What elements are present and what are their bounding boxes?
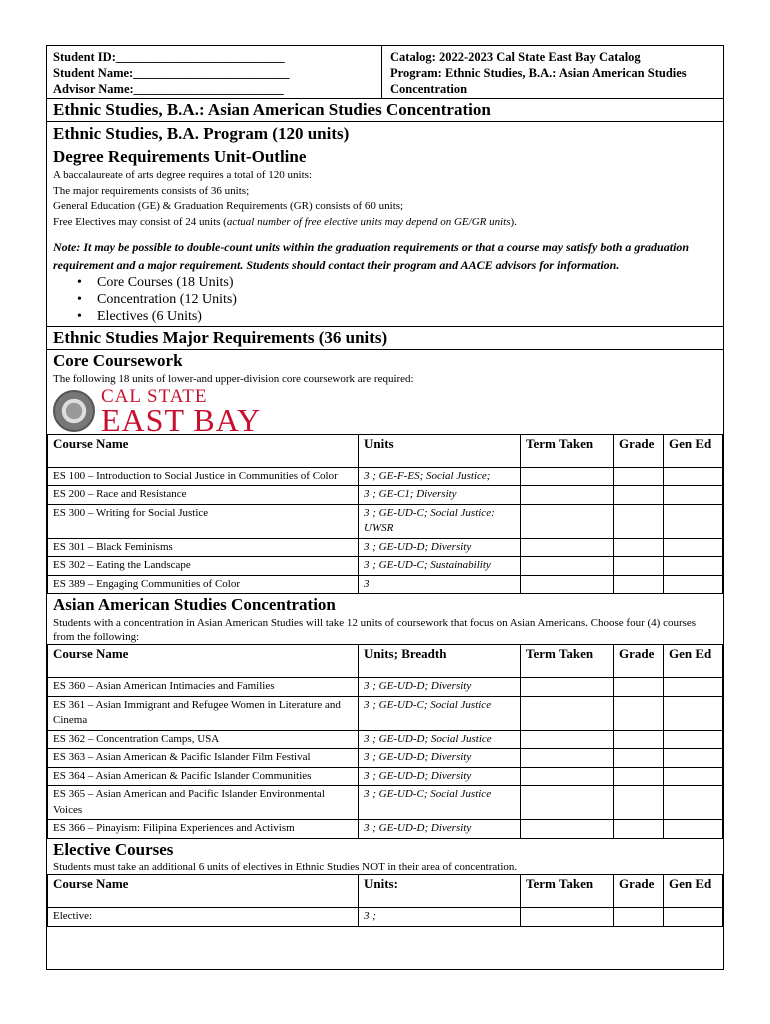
col-course-name: Course Name (48, 434, 359, 467)
grade-cell[interactable] (614, 486, 664, 505)
col-term: Term Taken (521, 434, 614, 467)
term-cell[interactable] (521, 786, 614, 820)
units-cell: 3 ; GE-C1; Diversity (359, 486, 521, 505)
table-row (48, 907, 723, 926)
major-title: Ethnic Studies Major Requirements (36 units) (47, 327, 723, 350)
student-info (47, 46, 382, 98)
term-cell[interactable] (521, 504, 614, 538)
bullet-concentration: • Concentration (12 Units) (97, 291, 723, 308)
student-id-field[interactable]: Student ID:___________________________ (53, 50, 285, 64)
program-title: Ethnic Studies, B.A. Program (120 units) (53, 124, 350, 143)
course-name-cell: ES 301 – Black Feminisms (48, 538, 359, 557)
logo-wordmark (101, 385, 262, 438)
col-units: Units: (359, 874, 521, 907)
outline-title: Degree Requirements Unit-Outline (53, 147, 307, 166)
term-cell[interactable] (521, 696, 614, 730)
col-gened: Gen Ed (664, 434, 723, 467)
course-name-cell: ES 100 – Introduction to Social Justice in Communities of Color (48, 467, 359, 486)
gened-cell[interactable] (664, 467, 723, 486)
grade-cell[interactable] (614, 749, 664, 768)
table-header-row (48, 874, 723, 907)
term-cell[interactable] (521, 678, 614, 697)
grade-cell[interactable] (614, 907, 664, 926)
col-grade: Grade (614, 874, 664, 907)
col-term: Term Taken (521, 645, 614, 678)
note-text: Note: It may be possible to double-count units within the graduation requirements or that a course may satisfy both a graduation requirement and a major requirement. Students should contact their program and AACE advisors for information. (53, 240, 690, 272)
header-block (47, 46, 723, 99)
table-header-row (48, 434, 723, 467)
units-cell: 3 ; GE-UD-D; Diversity (359, 538, 521, 557)
units-cell: 3 ; GE-UD-C; Social Justice (359, 786, 521, 820)
col-course-name: Course Name (48, 645, 359, 678)
gened-cell[interactable] (664, 786, 723, 820)
units-cell: 3 ; GE-UD-D; Social Justice (359, 730, 521, 749)
university-logo (47, 385, 723, 438)
gened-cell[interactable] (664, 678, 723, 697)
intro-line: A baccalaureate of arts degree requires a total of 120 units: (53, 169, 312, 181)
gened-cell[interactable] (664, 575, 723, 594)
table-row (48, 786, 723, 820)
grade-cell[interactable] (614, 678, 664, 697)
table-header-row (48, 645, 723, 678)
term-cell[interactable] (521, 575, 614, 594)
grade-cell[interactable] (614, 467, 664, 486)
table-row (48, 575, 723, 594)
grade-cell[interactable] (614, 538, 664, 557)
grade-cell[interactable] (614, 730, 664, 749)
requirement-bullets (47, 274, 723, 327)
col-gened: Gen Ed (664, 645, 723, 678)
units-cell: 3 ; (359, 907, 521, 926)
grade-cell[interactable] (614, 696, 664, 730)
bullet-electives: • Electives (6 Units) (97, 308, 723, 325)
gened-cell[interactable] (664, 767, 723, 786)
catalog-label: Catalog: 2022-2023 Cal State East Bay Catalog (390, 50, 641, 64)
course-name-cell: ES 363 – Asian American & Pacific Islander Film Festival (48, 749, 359, 768)
course-name-cell: ES 364 – Asian American & Pacific Islander Communities (48, 767, 359, 786)
gened-cell[interactable] (664, 486, 723, 505)
course-name-cell: ES 360 – Asian American Intimacies and Families (48, 678, 359, 697)
term-cell[interactable] (521, 907, 614, 926)
table-row (48, 538, 723, 557)
gened-cell[interactable] (664, 907, 723, 926)
intro-line: General Education (GE) & Graduation Requirements (GR) consists of 60 units; (53, 200, 404, 212)
logo-line-2: EAST BAY (101, 401, 262, 438)
course-name-cell: ES 362 – Concentration Camps, USA (48, 730, 359, 749)
document-frame (46, 45, 724, 970)
term-cell[interactable] (521, 730, 614, 749)
core-title: Core Coursework (53, 351, 183, 370)
intro-text (47, 168, 723, 230)
core-desc: The following 18 units of lower-and upper-division core coursework are required: (53, 373, 414, 385)
grade-cell[interactable] (614, 786, 664, 820)
elective-desc: Students must take an additional 6 units of electives in Ethnic Studies NOT in their area of concentration. (53, 860, 518, 873)
units-cell: 3 ; GE-UD-D; Diversity (359, 767, 521, 786)
grade-cell[interactable] (614, 504, 664, 538)
gened-cell[interactable] (664, 820, 723, 839)
table-row (48, 557, 723, 576)
units-cell: 3 ; GE-UD-C; Sustainability (359, 557, 521, 576)
table-row (48, 730, 723, 749)
seal-icon (53, 390, 95, 432)
grade-cell[interactable] (614, 557, 664, 576)
term-cell[interactable] (521, 767, 614, 786)
course-name-cell: ES 361 – Asian Immigrant and Refugee Women in Literature and Cinema (48, 696, 359, 730)
intro-line: Free Electives may consist of 24 units (actual number of free elective units may depend on GE/GR units). (53, 215, 517, 228)
concentration-desc: Students with a concentration in Asian American Studies will take 12 units of coursework that focus on Asian Americans. Choose four (4) courses from the following: (53, 617, 697, 643)
table-row (48, 696, 723, 730)
term-cell[interactable] (521, 538, 614, 557)
document-title: Ethnic Studies, B.A.: Asian American Studies Concentration (47, 99, 723, 122)
units-cell: 3 ; GE-F-ES; Social Justice; (359, 467, 521, 486)
table-row (48, 767, 723, 786)
col-units: Units; Breadth (359, 645, 521, 678)
grade-cell[interactable] (614, 820, 664, 839)
elective-table (47, 874, 723, 927)
col-course-name: Course Name (48, 874, 359, 907)
grade-cell[interactable] (614, 767, 664, 786)
student-name-field[interactable]: Student Name:_________________________ (53, 66, 290, 80)
units-cell: 3 ; GE-UD-C; Social Justice: UWSR (359, 504, 521, 538)
term-cell[interactable] (521, 467, 614, 486)
col-gened: Gen Ed (664, 874, 723, 907)
elective-title: Elective Courses (53, 839, 174, 859)
col-grade: Grade (614, 434, 664, 467)
units-cell: 3 ; GE-UD-C; Social Justice (359, 696, 521, 730)
intro-line: The major requirements consists of 36 units; (53, 184, 250, 197)
course-name-cell[interactable]: Elective: (48, 907, 359, 926)
advisor-name-field[interactable]: Advisor Name:________________________ (53, 82, 284, 96)
col-grade: Grade (614, 645, 664, 678)
col-term: Term Taken (521, 874, 614, 907)
bullet-core: • Core Courses (18 Units) (97, 274, 723, 291)
table-row (48, 486, 723, 505)
units-cell: 3 ; GE-UD-D; Diversity (359, 749, 521, 768)
term-cell[interactable] (521, 486, 614, 505)
logo-line-1: CAL STATE (101, 385, 208, 407)
units-cell: 3 ; GE-UD-D; Diversity (359, 820, 521, 839)
units-cell: 3 (359, 575, 521, 594)
table-row (48, 678, 723, 697)
grade-cell[interactable] (614, 575, 664, 594)
course-name-cell: ES 302 – Eating the Landscape (48, 557, 359, 576)
units-cell: 3 ; GE-UD-D; Diversity (359, 678, 521, 697)
course-name-cell: ES 366 – Pinayism: Filipina Experiences and Activism (48, 820, 359, 839)
gened-cell[interactable] (664, 730, 723, 749)
course-name-cell: ES 300 – Writing for Social Justice (48, 504, 359, 538)
table-row (48, 820, 723, 839)
table-row (48, 467, 723, 486)
course-name-cell: ES 200 – Race and Resistance (48, 486, 359, 505)
col-units: Units (359, 434, 521, 467)
table-row (48, 749, 723, 768)
gened-cell[interactable] (664, 696, 723, 730)
gened-cell[interactable] (664, 538, 723, 557)
term-cell[interactable] (521, 749, 614, 768)
table-row (48, 504, 723, 538)
course-name-cell: ES 365 – Asian American and Pacific Islander Environmental Voices (48, 786, 359, 820)
course-name-cell: ES 389 – Engaging Communities of Color (48, 575, 359, 594)
catalog-info (382, 46, 723, 98)
core-table (47, 434, 723, 595)
gened-cell[interactable] (664, 557, 723, 576)
gened-cell[interactable] (664, 749, 723, 768)
program-label-cont: Concentration (390, 82, 468, 96)
concentration-table (47, 644, 723, 839)
gened-cell[interactable] (664, 504, 723, 538)
term-cell[interactable] (521, 557, 614, 576)
concentration-title: Asian American Studies Concentration (53, 595, 336, 614)
program-label: Program: Ethnic Studies, B.A.: Asian American Studies (390, 66, 687, 80)
term-cell[interactable] (521, 820, 614, 839)
